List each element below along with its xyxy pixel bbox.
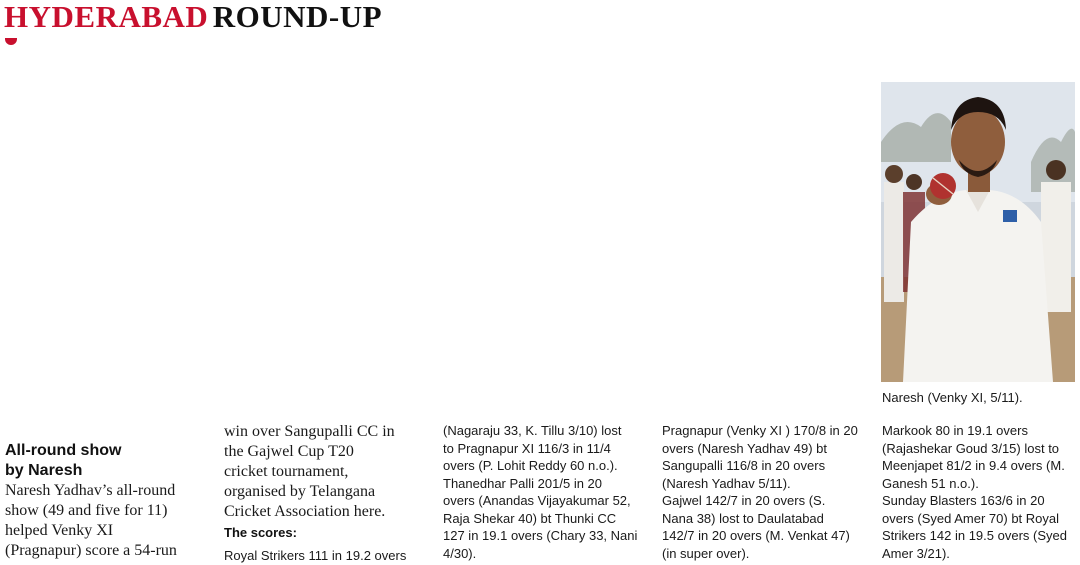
score-line: overs (P. Lohit Reddy 60 n.o.). (443, 458, 618, 473)
score-line: Amer 3/21). (882, 545, 950, 561)
article-column-1 (5, 441, 210, 561)
score-line: (Rajashekar Goud 3/15) lost to (882, 440, 1060, 456)
score-line: Royal Strikers 111 in 19.2 overs (224, 548, 407, 563)
body-line: helped Venky XI (5, 522, 114, 539)
score-line: 4/30). (443, 545, 477, 561)
article-column-2 (224, 422, 429, 565)
score-line: Ganesh 51 n.o.). (882, 475, 979, 491)
score-line: overs (Naresh Yadhav 49) bt (662, 440, 827, 456)
article-column-4 (662, 422, 872, 562)
score-line: (Naresh Yadhav 5/11). (662, 475, 791, 491)
score-line: (in super over). (662, 545, 750, 561)
score-line: to Pragnapur XI 116/3 in 11/4 (443, 440, 611, 456)
header-round-up: ROUND-UP (212, 0, 383, 34)
scores-label: The scores: (224, 525, 297, 540)
score-line: Strikers 142 in 19.5 overs (Syed (882, 528, 1067, 543)
body-line: (Pragnapur) score a 54-run (5, 542, 177, 559)
score-line: Meenjapet 81/2 in 9.4 overs (M. (882, 458, 1065, 473)
score-line: 127 in 19.1 overs (Chary 33, Nani (443, 528, 638, 543)
score-line: overs (Syed Amer 70) bt Royal (882, 510, 1060, 526)
score-line: Raja Shekar 40) bt Thunki CC (443, 510, 617, 526)
score-line: Gajwel 142/7 in 20 overs (S. (662, 493, 826, 508)
body-line: organised by Telangana (224, 483, 376, 500)
score-line: (Nagaraju 33, K. Tillu 3/10) lost (443, 423, 622, 438)
player-photo (881, 82, 1075, 382)
body-line: cricket tournament, (224, 463, 349, 480)
score-line: Sangupalli 116/8 in 20 overs (662, 458, 826, 473)
body-line: the Gajwel Cup T20 (224, 443, 354, 460)
score-line: Markook 80 in 19.1 overs (882, 423, 1028, 438)
header-accent-mark (5, 38, 17, 45)
score-line: overs (Anandas Vijayakumar 52, (443, 493, 631, 508)
body-line: Naresh Yadhav’s all-round (5, 482, 176, 499)
score-line: Sunday Blasters 163/6 in 20 (882, 493, 1045, 508)
score-line: Thanedhar Palli 201/5 in 20 (443, 475, 603, 491)
photo-caption: Naresh (Venky XI, 5/11). (882, 390, 1023, 405)
article-headline-line-1: All-round show (5, 442, 122, 459)
body-line: show (49 and five for 11) (5, 502, 168, 519)
score-line: Nana 38) lost to Daulatabad (662, 510, 824, 526)
body-line: win over Sangupalli CC in (224, 423, 395, 440)
body-line: Cricket Association here. (224, 503, 386, 520)
score-line: 142/7 in 20 overs (M. Venkat 47) (662, 528, 850, 543)
article-column-5 (882, 422, 1077, 562)
score-line: Pragnapur (Venky XI ) 170/8 in 20 (662, 423, 858, 438)
article-headline-line-2: by Naresh (5, 462, 83, 479)
article-column-3 (443, 422, 653, 562)
section-header (4, 0, 382, 34)
header-hyderabad: HYDERABAD (4, 0, 209, 34)
